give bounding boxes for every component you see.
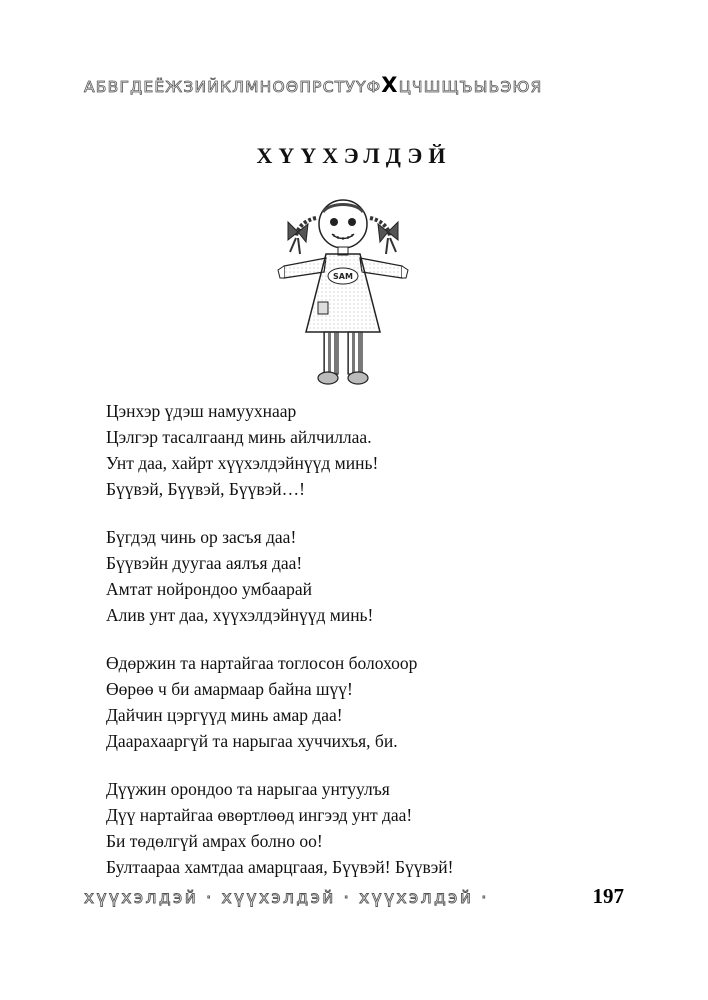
running-title: хүүхэлдэй · хүүхэлдэй · хүүхэлдэй · (84, 888, 489, 908)
poem-line: Цэлгэр тасалгаанд минь айлчиллаа. (106, 427, 372, 447)
alphabet-strip (84, 74, 624, 98)
poem-line: Дайчин цэргүүд минь амар даа! (106, 705, 343, 725)
page-footer (84, 884, 624, 918)
poem-line: Бултаараа хамтдаа амарцгаая, Бүүвэй! Бүүвэй! (106, 857, 454, 877)
stanza-1 (106, 398, 606, 502)
stanza-4 (106, 776, 606, 880)
poem-line: Унт даа, хайрт хүүхэлдэйнүүд минь! (106, 453, 379, 473)
poem-line: Дүүжин орондоо та нарыгаа унтуулъя (106, 779, 390, 799)
poem-line: Алив унт даа, хүүхэлдэйнүүд минь! (106, 605, 374, 625)
stanza-2 (106, 524, 606, 628)
stanza-3 (106, 650, 606, 754)
poem-line: Даарахааргүй та нарыгаа хуччихъя, би. (106, 731, 398, 751)
poem-line: Дүү нартайгаа өвөртлөөд ингээд унт даа! (106, 805, 413, 825)
alphabet-after: ЦЧШЩЪЫЬЭЮЯ (398, 78, 543, 96)
page-number: 197 (592, 884, 624, 908)
poem-line: Цэнхэр үдэш намуухнаар (106, 401, 297, 421)
alphabet-before: АБВГДЕЁЖЗИЙКЛМНОӨПРСТУҮФ (84, 78, 382, 96)
poem-line: Бүүвэйн дуугаа аялъя даа! (106, 553, 303, 573)
poem-line: Өдөржин та нартайгаа тоглосон болохоор (106, 653, 418, 673)
poem-line: Би төдөлгүй амрах болно оо! (106, 831, 323, 851)
alphabet-current-letter: Х (381, 73, 399, 97)
poem-title: ХҮҮХЭЛДЭЙ (256, 143, 452, 168)
dress-label: SAM (333, 272, 353, 281)
poem-body (106, 398, 606, 902)
poem-line: Өөрөө ч би амармаар байна шүү! (106, 679, 353, 699)
poem-line: Бүүвэй, Бүүвэй, Бүүвэй…! (106, 479, 305, 499)
poem-line: Бүгдэд чинь ор засъя даа! (106, 527, 297, 547)
doll-illustration (268, 190, 418, 390)
poem-line: Амтат нойрондоо умбаарай (106, 579, 312, 599)
